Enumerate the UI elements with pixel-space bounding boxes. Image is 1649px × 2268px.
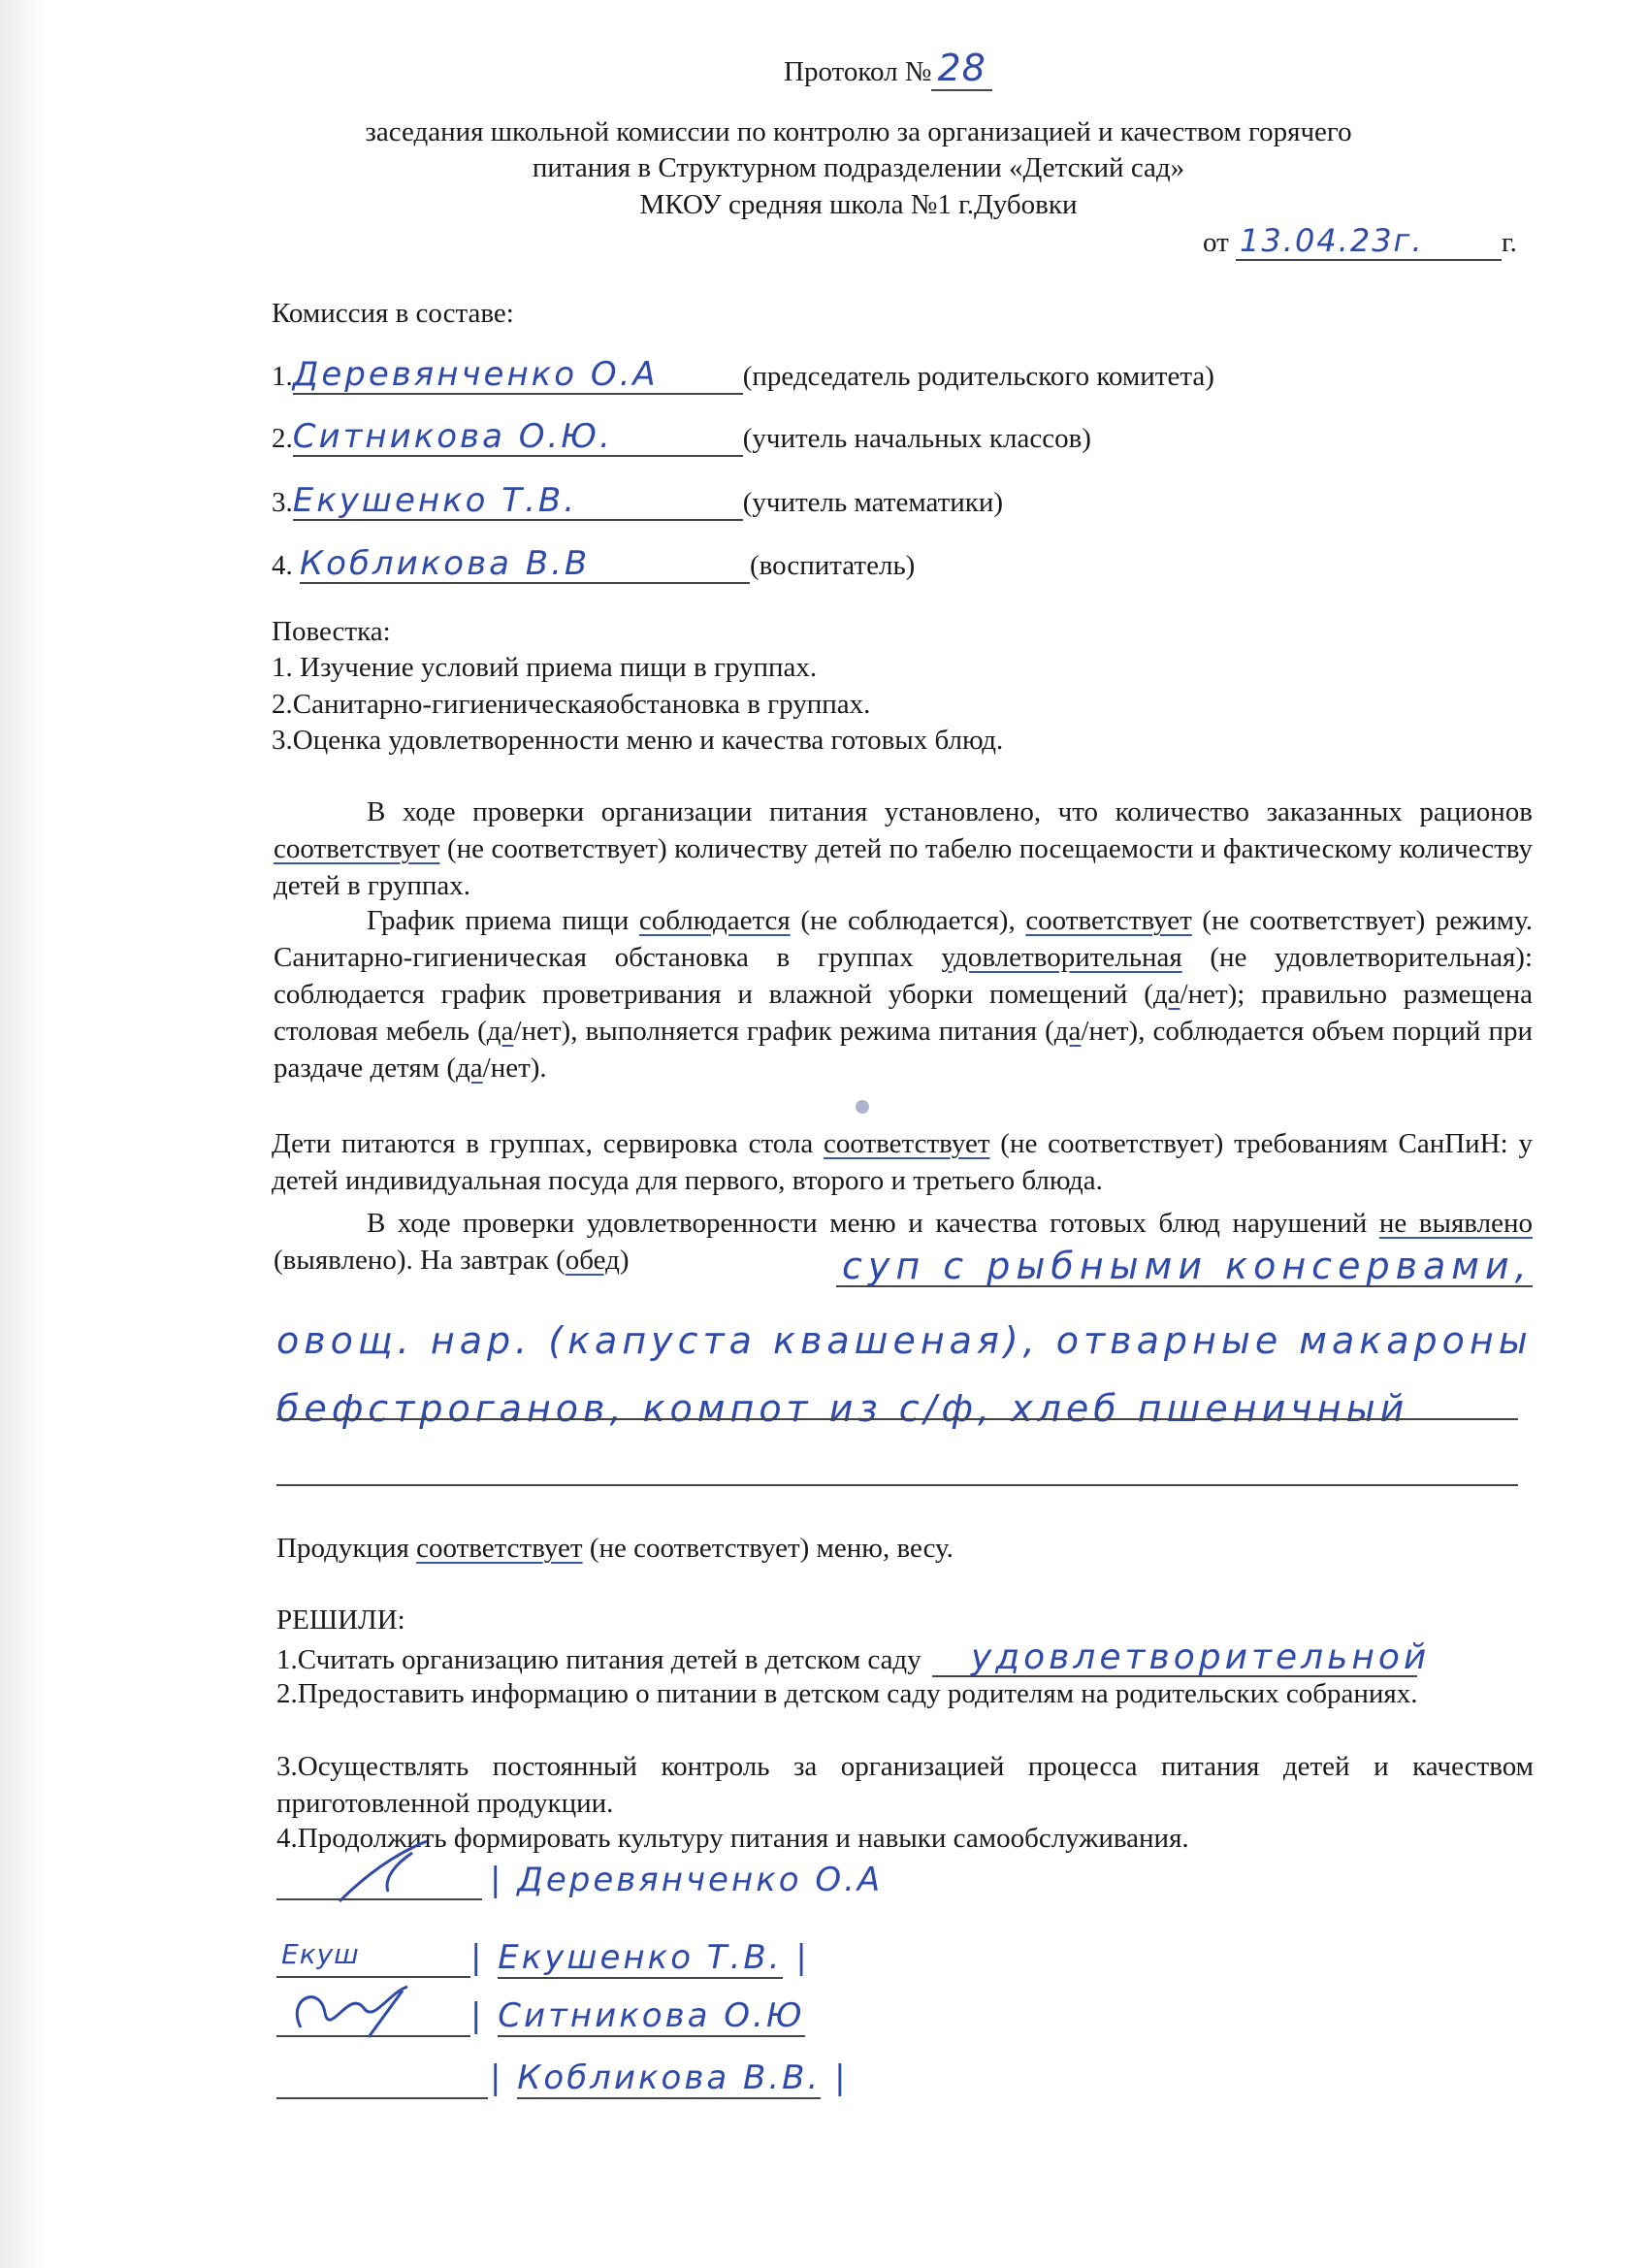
text: В ходе проверки удовлетворенности меню и качества готовых блюд нарушений: [367, 1208, 1379, 1239]
menu-handwritten-line-2: овощ. нар. (капуста квашеная), отварные макароны: [276, 1319, 1533, 1362]
member-row-4: [272, 546, 915, 584]
signature-name: Кобликова В.В.: [517, 2058, 822, 2097]
decision-heading: РЕШИЛИ:: [276, 1604, 405, 1636]
member-number: 4.: [272, 550, 293, 581]
fill-line: [836, 1285, 1533, 1287]
text: График приема пищи: [367, 905, 639, 936]
decision-item-4: 4.Продолжить формировать культуру питания и навыки самообслуживания.: [276, 1823, 1189, 1854]
agenda-item: 1. Изучение условий приема пищи в группах.: [272, 652, 818, 683]
date-prefix: от: [1203, 227, 1229, 258]
text: /нет), выполняется график режима питания (: [513, 1016, 1054, 1047]
date-suffix: г.: [1502, 227, 1517, 258]
text: (не соответствует) меню, весу.: [582, 1533, 954, 1564]
decision-item-3: 3.Осуществлять постоянный контроль за организацией процесса питания детей и качеством приготовленной продукции.: [276, 1751, 1534, 1819]
paragraph-ration-check: [274, 794, 1533, 904]
title-line-1: заседания школьной комиссии по контролю за организацией и качеством горячего: [365, 116, 1352, 147]
signature-name-row-4: | Кобликова В.В. |: [490, 2058, 849, 2097]
underlined-choice: не выявлено: [1378, 1208, 1533, 1239]
fill-line: [276, 1484, 1518, 1486]
signature-name: Екушенко Т.В.: [498, 1938, 783, 1977]
text: Продукция: [276, 1533, 417, 1564]
commission-heading: Комиссия в составе:: [272, 298, 514, 329]
signature-line: [276, 2097, 488, 2099]
scan-speck: [856, 1100, 869, 1114]
protocol-number: 28: [931, 47, 991, 91]
signature-scribble: [330, 1833, 436, 1911]
signature-name-row-1: | Деревянченко О.А: [490, 1861, 884, 1899]
text: (не соблюдается),: [790, 905, 1026, 936]
text: (выявлено). На завтрак (: [274, 1245, 566, 1276]
underlined-choice: да: [1152, 979, 1180, 1010]
text: (не соответствует) режиму. Санитарно-гигиеническая обстановка в группах: [274, 905, 1533, 973]
underlined-choice: соответствует: [1025, 905, 1192, 936]
member-name: Ситникова О.Ю.: [293, 419, 743, 457]
underlined-choice: соблюдается: [638, 905, 791, 936]
underlined-choice: да: [486, 1016, 514, 1047]
member-role: (учитель начальных классов): [742, 423, 1091, 454]
decision-value: удовлетворительной: [932, 1639, 1417, 1677]
decision-item-1: [276, 1637, 1431, 1678]
signature-scribble-text: Екуш: [281, 1938, 360, 1970]
text: (не соответствует) количеству детей по табелю посещаемости и фактическому количеству детей в группах.: [274, 833, 1533, 901]
text: (не удовлетворительная): соблюдается график проветривания и влажной уборки помещений (: [274, 942, 1533, 1010]
member-role: (председатель родительского комитета): [742, 361, 1214, 392]
protocol-date: [1203, 223, 1517, 261]
signature-line: [276, 1976, 470, 1978]
date-value: 13.04.23г.: [1236, 223, 1502, 261]
title-line-3: МКОУ средняя школа №1 г.Дубовки: [639, 189, 1078, 220]
underlined-choice: соответствует: [416, 1533, 583, 1564]
signature-name-row-2: | Екушенко Т.В. |: [470, 1938, 810, 1977]
paragraph-schedule: [274, 902, 1533, 1086]
text: В ходе проверки организации питания установлено, что количество заказанных рационов: [367, 796, 1533, 827]
text: ): [619, 1245, 630, 1276]
underlined-choice: обед: [565, 1245, 620, 1276]
scan-edge: [0, 0, 45, 2268]
member-name: Кобликова В.В: [300, 546, 750, 584]
agenda-item: 3.Оценка удовлетворенности меню и качества готовых блюд.: [272, 725, 1004, 756]
underlined-choice: да: [1053, 1016, 1082, 1047]
text: (не соответствует) требованиям СанПиН: у детей индивидуальная посуда для первого, второго и третьего блюда.: [272, 1128, 1533, 1196]
text: /нет), соблюдается объем порций при раздаче детям (: [274, 1016, 1533, 1084]
member-number: 2.: [272, 423, 293, 454]
menu-handwritten-line-1: суп с рыбными консервами,: [842, 1245, 1533, 1287]
member-row-2: [272, 419, 1091, 457]
member-role: (воспитатель): [750, 550, 916, 581]
member-role: (учитель математики): [742, 487, 1004, 518]
signature-scribble: [281, 1979, 427, 2047]
title-line-2: питания в Структурном подразделении «Детский сад»: [532, 152, 1185, 183]
member-number: 3.: [272, 487, 293, 518]
decision-item-2: 2.Предоставить информацию о питании в детском саду родителям на родительских собраниях.: [276, 1678, 1418, 1709]
agenda-item: 2.Санитарно-гигиеническаяобстановка в группах.: [272, 689, 871, 720]
member-name: Екушенко Т.В.: [293, 483, 743, 521]
protocol-title: [784, 47, 992, 90]
agenda-heading: Повестка:: [272, 616, 391, 647]
text: Дети питаются в группах, сервировка стола: [272, 1128, 824, 1159]
member-row-3: [272, 483, 1003, 521]
menu-handwritten-line-3: бефстроганов, компот из с/ф, хлеб пшеничный: [276, 1387, 1409, 1430]
underlined-choice: да: [456, 1053, 483, 1084]
paragraph-serving: [272, 1125, 1533, 1199]
signature-name: Деревянченко О.А: [517, 1861, 884, 1899]
underlined-choice: удовлетворительная: [941, 942, 1182, 973]
underlined-choice: соответствует: [274, 833, 440, 864]
underlined-choice: соответствует: [824, 1128, 990, 1159]
text: /нет).: [482, 1053, 547, 1084]
signature-name-row-3: | Ситникова О.Ю: [470, 1996, 805, 2035]
signature-name: Ситникова О.Ю: [498, 1996, 805, 2035]
member-row-1: [272, 357, 1214, 395]
text: /нет); правильно размещена столовая мебель (: [274, 979, 1533, 1047]
text: 1.Считать организацию питания детей в детском саду: [276, 1644, 922, 1675]
member-number: 1.: [272, 361, 293, 392]
fill-line: [276, 1418, 1518, 1420]
protocol-label: Протокол №: [784, 56, 932, 87]
member-name: Деревянченко О.А: [293, 357, 743, 395]
paragraph-product: [276, 1531, 954, 1567]
